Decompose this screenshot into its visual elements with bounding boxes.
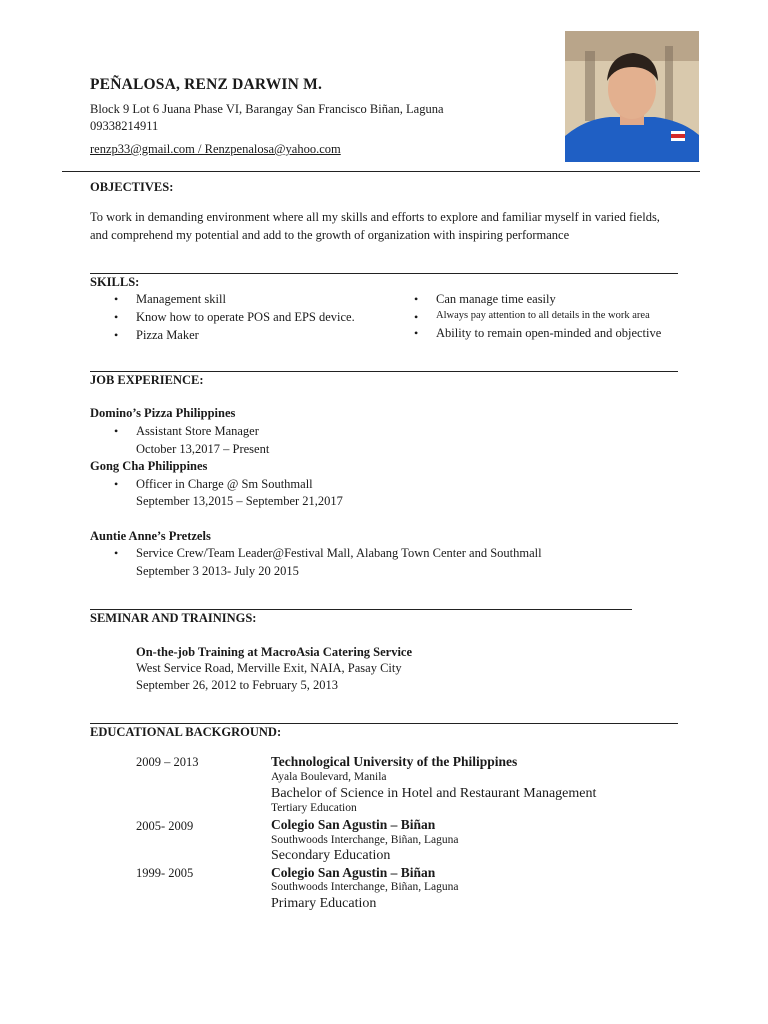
education-level: Primary Education bbox=[271, 896, 377, 911]
education-level: Tertiary Education bbox=[271, 802, 357, 814]
education-years: 2005- 2009 bbox=[136, 819, 194, 833]
experience-divider bbox=[90, 371, 678, 372]
job-dates: September 3 2013- July 20 2015 bbox=[136, 564, 299, 578]
email-address[interactable]: renzp33@gmail.com / Renzpenalosa@yahoo.com bbox=[90, 142, 341, 156]
seminar-divider bbox=[90, 609, 632, 610]
school-address: Southwoods Interchange, Biñan, Laguna bbox=[271, 881, 459, 893]
objective-line-2: and comprehend my potential and add to the growth of organization with inspiring performance bbox=[90, 228, 570, 242]
school-address: Ayala Boulevard, Manila bbox=[271, 771, 387, 783]
job-role: • Service Crew/Team Leader@Festival Mall, Alabang Town Center and Southmall bbox=[114, 546, 542, 560]
experience-heading: JOB EXPERIENCE: bbox=[90, 373, 204, 387]
education-level: Secondary Education bbox=[271, 848, 391, 863]
training-title: On-the-job Training at MacroAsia Catering Service bbox=[136, 645, 413, 659]
education-years: 1999- 2005 bbox=[136, 866, 194, 880]
skill-item: • Management skill bbox=[114, 292, 226, 306]
skill-item: • Ability to remain open-minded and objective bbox=[414, 326, 662, 340]
job-role: • Assistant Store Manager bbox=[114, 424, 259, 438]
objectives-heading: OBJECTIVES: bbox=[90, 180, 174, 194]
training-dates: September 26, 2012 to February 5, 2013 bbox=[136, 678, 339, 692]
objective-line-1: To work in demanding environment where all my skills and efforts to explore and familiar myself in varied fields, bbox=[90, 210, 660, 224]
address: Block 9 Lot 6 Juana Phase VI, Barangay San Francisco Biñan, Laguna bbox=[90, 102, 444, 116]
education-heading: EDUCATIONAL BACKGROUND: bbox=[90, 725, 282, 739]
school-name: Technological University of the Philippines bbox=[271, 754, 518, 769]
job-role: • Officer in Charge @ Sm Southmall bbox=[114, 477, 313, 491]
school-address: Southwoods Interchange, Biñan, Laguna bbox=[271, 834, 459, 846]
skill-item: • Always pay attention to all details in the work area bbox=[414, 310, 650, 324]
skill-item: • Can manage time easily bbox=[414, 292, 556, 306]
school-name: Colegio San Agustin – Biñan bbox=[271, 865, 436, 880]
phone-number: 09338214911 bbox=[90, 119, 159, 133]
training-location: West Service Road, Merville Exit, NAIA, Pasay City bbox=[136, 661, 402, 675]
company-name: Domino’s Pizza Philippines bbox=[90, 406, 236, 420]
degree: Bachelor of Science in Hotel and Restaurant Management bbox=[271, 786, 597, 801]
school-name: Colegio San Agustin – Biñan bbox=[271, 817, 436, 832]
skills-divider bbox=[90, 273, 678, 274]
applicant-name: PEÑALOSA, RENZ DARWIN M. bbox=[90, 76, 323, 93]
seminar-heading: SEMINAR AND TRAININGS: bbox=[90, 611, 257, 625]
job-dates: September 13,2015 – September 21,2017 bbox=[136, 494, 343, 508]
education-divider bbox=[90, 723, 678, 724]
education-years: 2009 – 2013 bbox=[136, 755, 199, 769]
job-dates: October 13,2017 – Present bbox=[136, 442, 270, 456]
header-divider bbox=[62, 171, 700, 172]
portrait-illustration bbox=[565, 31, 699, 162]
company-name: Auntie Anne’s Pretzels bbox=[90, 529, 211, 543]
skill-item: • Pizza Maker bbox=[114, 328, 199, 342]
profile-photo bbox=[565, 31, 699, 162]
company-name: Gong Cha Philippines bbox=[90, 459, 208, 473]
skills-heading: SKILLS: bbox=[90, 275, 140, 289]
skill-item: • Know how to operate POS and EPS device. bbox=[114, 310, 355, 324]
